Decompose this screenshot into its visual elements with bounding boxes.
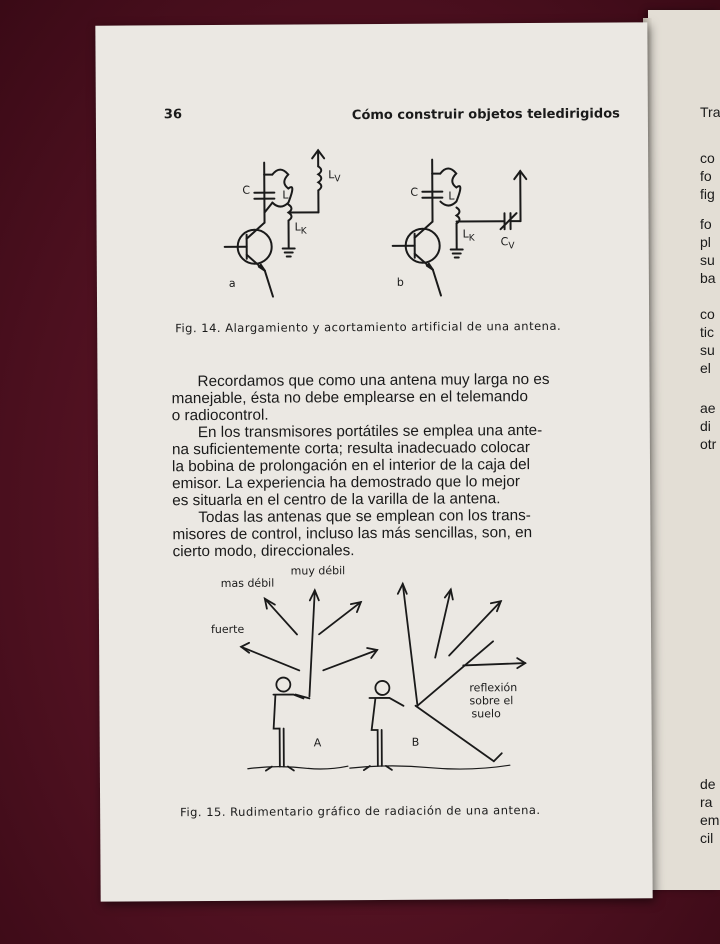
label-cv-sub: V xyxy=(508,241,515,252)
right-fragment: su xyxy=(700,252,715,268)
right-fragment: di xyxy=(700,418,711,434)
label-circuit-b: b xyxy=(396,275,404,289)
label-l-b: L xyxy=(448,189,455,203)
right-fragment: fig xyxy=(700,186,715,202)
right-fragment: em xyxy=(700,812,720,828)
label-reflexion-line-2: sobre el xyxy=(469,694,514,708)
label-figure-a: A xyxy=(313,736,322,750)
label-circuit-a: a xyxy=(228,276,236,290)
label-lv-sub: V xyxy=(334,174,341,185)
right-fragment: fo xyxy=(700,168,712,184)
body-line: cierto modo, direccionales. xyxy=(172,542,355,561)
right-fragment: ba xyxy=(700,270,716,286)
figure-15-radiation-diagram xyxy=(95,22,652,825)
body-line: emisor. La experiencia ha demostrado que lo mejor xyxy=(172,473,520,493)
body-line: Todas las antenas que se emplean con los trans- xyxy=(198,507,531,527)
body-line: o radiocontrol. xyxy=(171,406,269,425)
right-fragment: ra xyxy=(700,794,713,810)
body-line: es situarla en el centro de la varilla de la antena. xyxy=(172,490,501,510)
right-fragment: ae xyxy=(700,400,716,416)
right-page-head: Tra xyxy=(700,104,720,120)
right-page xyxy=(648,10,720,890)
page-number: 36 xyxy=(163,107,183,123)
label-figure-b: B xyxy=(411,735,420,749)
figure-15-caption: Fig. 15. Rudimentario gráfico de radiación de una antena. xyxy=(180,802,541,820)
body-line: la bobina de prolongación en el interior de la caja del xyxy=(171,456,531,476)
label-c-a: C xyxy=(242,183,251,197)
body-line: manejable, ésta no debe emplearse en el telemando xyxy=(171,388,528,408)
body-line: En los transmisores portátiles se emplea una ante- xyxy=(197,421,543,442)
label-lk-b: $L_K$ xyxy=(462,227,475,244)
label-lk-a-sub: K xyxy=(300,226,307,237)
body-line: Recordamos que como una antena muy larga no es xyxy=(197,370,550,391)
label-l-a: L xyxy=(282,188,289,202)
label-reflexion-line-3: suelo xyxy=(471,707,501,721)
label-reflexion-line-1: reflexión xyxy=(469,681,518,695)
right-fragment: el xyxy=(700,360,711,376)
right-fragment: otr xyxy=(700,436,717,452)
right-fragment: fo xyxy=(700,216,712,232)
label-fuerte: fuerte xyxy=(210,622,245,636)
book-page xyxy=(95,22,652,901)
right-fragment: su xyxy=(700,342,715,358)
label-muy-debil: muy débil xyxy=(290,564,346,578)
body-line: na suficientemente corta; resulta inadecuado colocar xyxy=(171,439,530,459)
label-mas-debil: mas débil xyxy=(220,576,275,590)
right-fragment: tic xyxy=(700,324,714,340)
right-fragment: co xyxy=(700,150,715,166)
right-fragment: cil xyxy=(700,830,714,846)
label-lk-a: $L_K$ xyxy=(294,220,307,237)
right-fragment: pl xyxy=(700,234,711,250)
body-line: misores de control, incluso las más sencillas, son, en xyxy=(172,524,533,544)
running-head: Cómo construir objetos teledirigidos xyxy=(351,106,620,124)
right-fragment: co xyxy=(700,306,715,322)
label-lk-b-sub: K xyxy=(468,233,475,244)
right-fragment: de xyxy=(700,776,716,792)
figure-14-caption: Fig. 14. Alargamiento y acortamiento artificial de una antena. xyxy=(175,318,562,336)
label-lv: $L_V$ xyxy=(328,168,341,185)
label-cv: $C_V$ xyxy=(500,235,515,252)
label-c-b: C xyxy=(410,185,419,199)
